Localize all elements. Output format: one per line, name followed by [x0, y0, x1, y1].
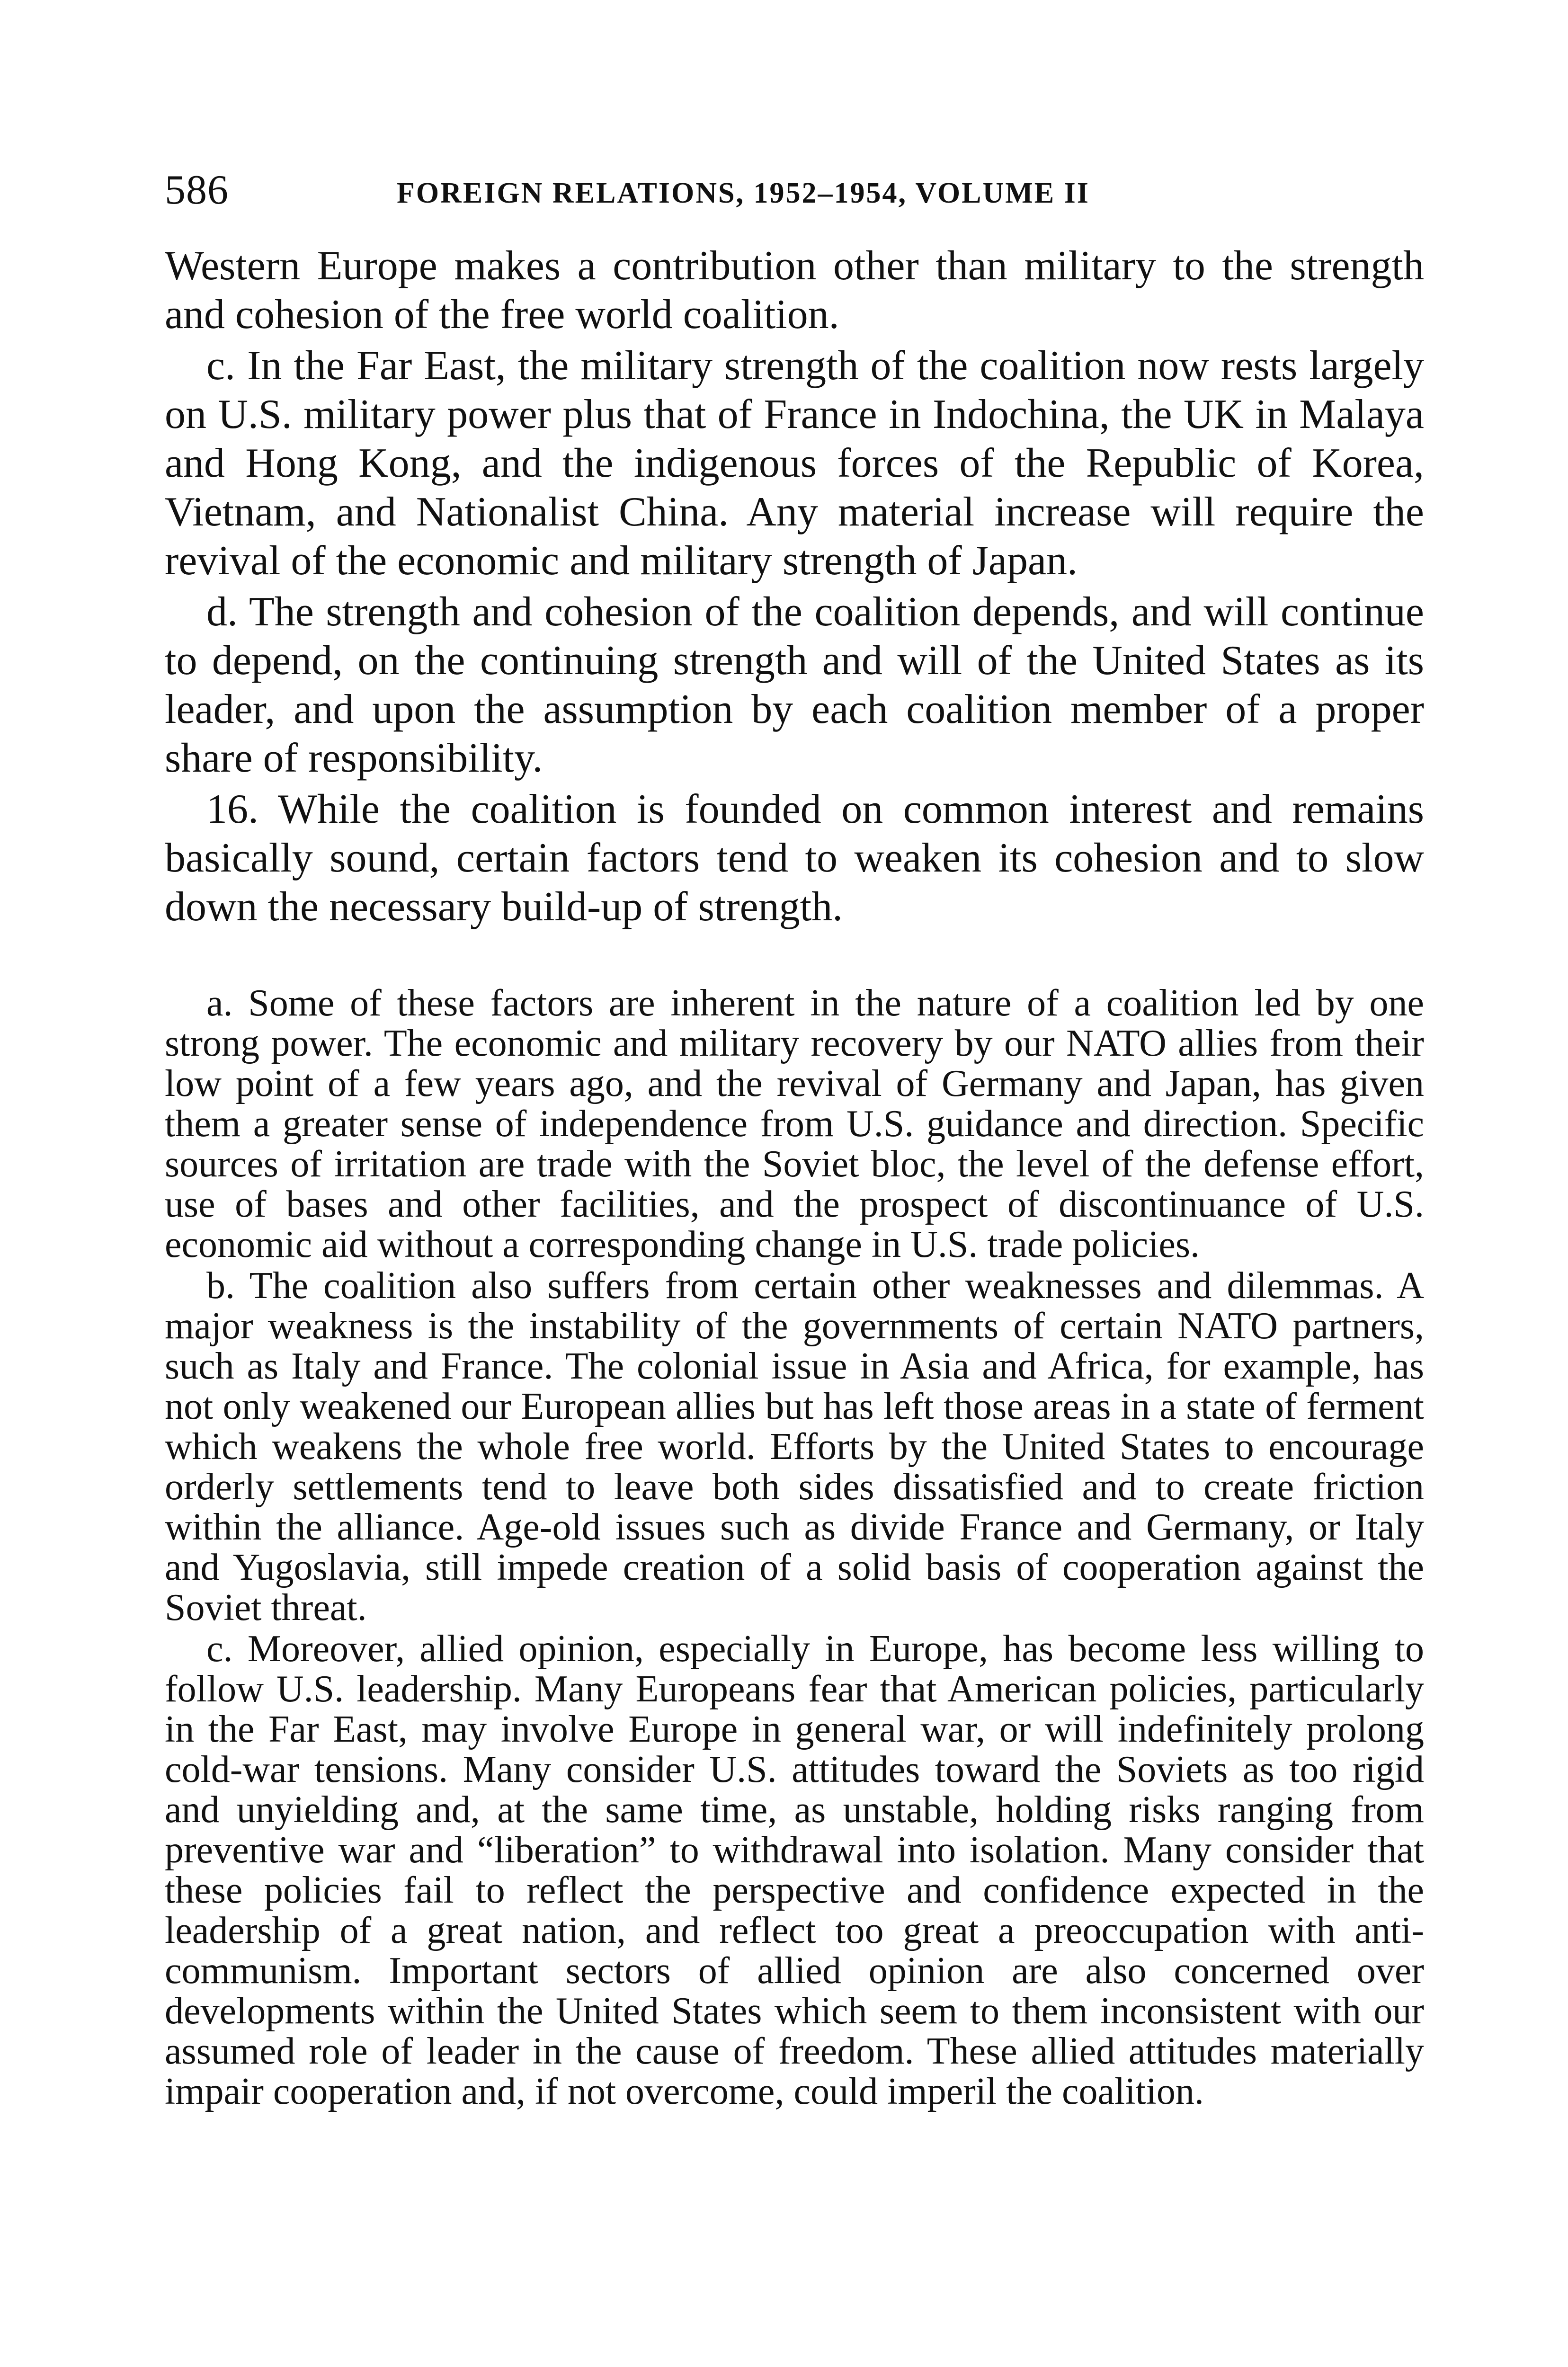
subparagraph-c: c. Moreover, allied opinion, especially in Europe, has become less willing to follow U.S. leadership. Many Europeans fear that American policies, particularly in the Far East, may involve Europe in general war, or will indefinitely prolong cold-war tensions. Many consider U.S. attitudes toward the Soviets as too rigid and unyielding and, at the same time, as unstable, holding risks ranging from preventive war and “liberation” to withdrawal into isolation. Many consider that these policies fail to reflect the perspective and confidence expected in the leadership of a great nation, and reflect too great a preoccupation with anti-communism. Important sectors of allied opinion are also concerned over developments within the United States which seem to them inconsistent with our assumed role of leader in the cause of freedom. These allied attitudes materially impair cooperation and, if not overcome, could imperil the coalition. — [165, 1628, 1424, 2112]
subsection-paragraphs — [165, 983, 1424, 2112]
subparagraph-a: a. Some of these factors are inherent in the nature of a coalition led by one strong power. The economic and military recovery by our NATO allies from their low point of a few years ago, and the revival of Germany and Japan, has given them a greater sense of independence from U.S. guidance and direction. Specific sources of irritation are trade with the Soviet bloc, the level of the defense effort, use of bases and other facilities, and the prospect of discontinuance of U.S. economic aid without a corresponding change in U.S. trade policies. — [165, 982, 1424, 1265]
paragraph-16: 16. While the coalition is founded on common interest and remains basically sound, certain factors tend to weaken its cohesion and to slow down the necessary build-up of strength. — [165, 786, 1424, 930]
paragraph-c: c. In the Far East, the military strength of the coalition now rests largely on U.S. military power plus that of France in Indochina, the UK in Malaya and Hong Kong, and the indigenous forces of the Republic of Korea, Vietnam, and Nationalist China. Any material increase will require the revival of the economic and military strength of Japan. — [165, 343, 1424, 584]
subparagraph-b: b. The coalition also suffers from certain other weaknesses and dilemmas. A major weakness is the instability of the governments of certain NATO partners, such as Italy and France. The colonial issue in Asia and Africa, for example, has not only weakened our European allies but has left those areas in a state of ferment which weakens the whole free world. Efforts by the United States to encourage orderly settlements tend to leave both sides dissatisfied and to create friction within the alliance. Age-old issues such as divide France and Germany, or Italy and Yugoslavia, still impede creation of a solid basis of cooperation against the Soviet threat. — [165, 1265, 1424, 1628]
page-number: 586 — [165, 167, 229, 213]
paragraph-d: d. The strength and cohesion of the coalition depends, and will continue to depend, on the continuing strength and will of the United States as its leader, and upon the assumption by each coalition member of a proper share of responsibility. — [165, 589, 1424, 781]
body-text — [165, 241, 1424, 2113]
main-paragraphs — [165, 241, 1424, 931]
running-head: FOREIGN RELATIONS, 1952–1954, VOLUME II — [397, 177, 1090, 209]
paragraph-continued: Western Europe makes a contribution other than military to the strength and cohesion of the free world coalition. — [165, 243, 1424, 338]
page-header — [165, 167, 1424, 214]
